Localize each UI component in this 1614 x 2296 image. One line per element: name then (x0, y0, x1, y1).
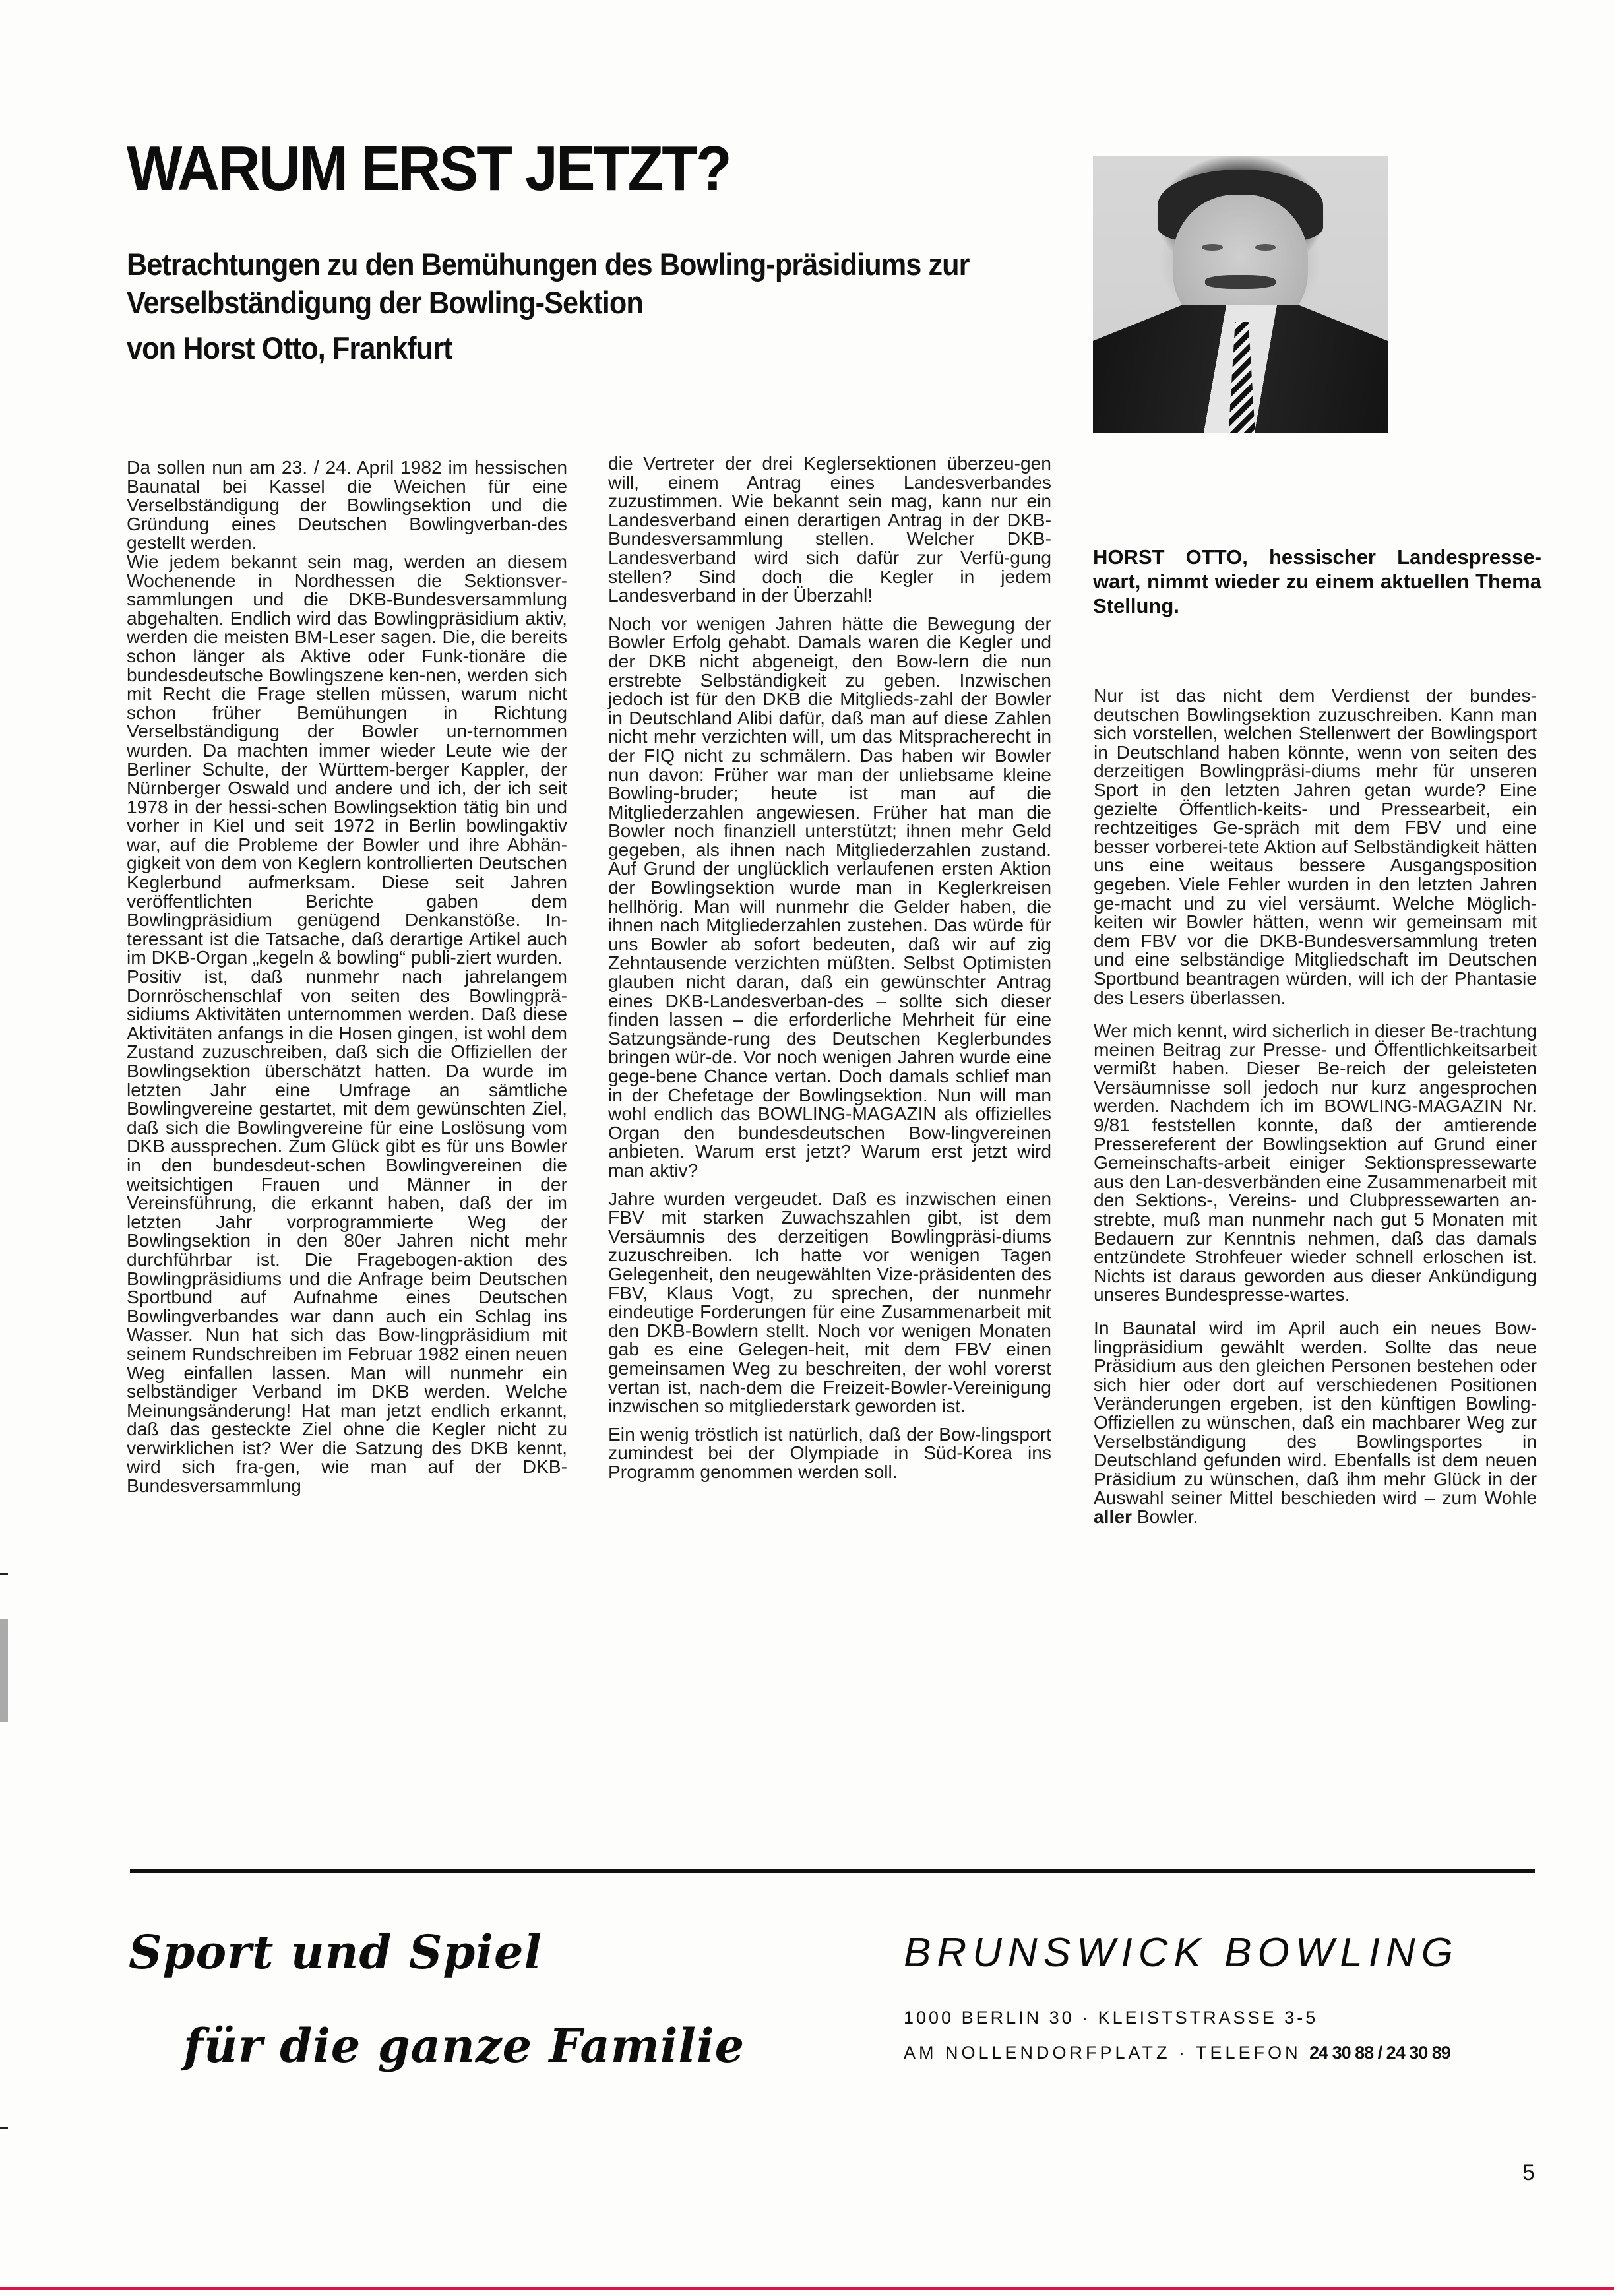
scan-edge-mark (0, 1573, 8, 1575)
ad-address-prefix: AM NOLLENDORFPLATZ · TELEFON (904, 2043, 1310, 2063)
paragraph: Wie jedem bekannt sein mag, werden an diesem Wochenende in Nordhessen die Sektionsver-sammlungen und die DKB-Bundesversammlung abgehalten. Endlich wird das Bowlingpräsidium aktiv, werden die meisten BM-Leser sagen. Die, die bereits schon länger als Aktive oder Funk-tionäre die bundesdeutsche Bowlingszene ken-nen, werden sich mit Recht die Frage stellen müssen, warum nicht schon früher Bemühungen in Richtung Verselbständigung der Bowler un-ternommen wurden. Da machten immer wieder Leute wie der Berliner Schulte, der Württem-berger Kappler, der Nürnberger Oswald und andere und ich, der ich seit 1978 in der hessi-schen Bowlingsektion tätig bin und vorher in Kiel und seit 1972 in Berlin bowlingaktiv war, auf die Probleme der Bowler und ihre Abhän-gigkeit von dem von Keglern kontrollierten Deutschen Keglerbund aufmerksam. Diese seit Jahren veröffentlichten Berichte gaben dem Bowlingpräsidium genügend Denkanstöße. In-teressant ist die Tatsache, daß derartige Artikel auch im DKB-Organ „kegeln & bowling“ publi-ziert wurden. (127, 550, 567, 968)
paragraph-text: In Baunatal wird im April auch ein neues Bow-lingpräsidium gewählt werden. Sollte das neue Präsidium aus den gleichen Personen bestehen oder sich hier oder dort auf verschiedenen Positionen Veränderungen ergeben, ist den künftigen Bowling-Offiziellen zu wünschen, daß ein machbarer Weg zur Verselbständigung des Bowlingsportes in Deutschland gefunden wird. Ebenfalls ist dem neuen Präsidium zu wünschen, daß ihm mehr Glück in der Auswahl seiner Mittel beschieden wird – zum Wohle (1094, 1317, 1537, 1508)
paragraph: Jahre wurden vergeudet. Daß es inzwischen einen FBV mit starken Zuwachszahlen gibt, ist dem Versäumnis des derzeitigen Bowlingpräsi-diums zuzuschreiben. Ich hatte vor wenigen Tagen Gelegenheit, den neugewählten Vize-präsidenten des FBV, Klaus Vogt, zu sprechen, der nunmehr eindeutige Forderungen für eine Zusammenarbeit mit den DKB-Bowlern stellt. Noch vor wenigen Monaten gab es eine Gelegen-heit, mit dem FBV einen gemeinsamen Weg zu beschreiten, der wohl vorerst vertan ist, nach-dem die Freizeit-Bowler-Vereinigung inzwischen so mitgliederstark geworden ist. (608, 1187, 1051, 1417)
paragraph-tail: Bowler. (1132, 1505, 1198, 1527)
article-headline: WARUM ERST JETZT? (127, 133, 730, 204)
ad-brand-name: BRUNSWICK BOWLING (904, 1930, 1459, 1975)
emphasis-text: aller (1094, 1505, 1132, 1527)
page-bottom-edge (0, 2287, 1614, 2290)
page-number: 5 (1522, 2160, 1535, 2185)
paragraph-closing (1094, 1319, 1537, 1526)
paragraph: Nur ist das nicht dem Verdienst der bundes-deutschen Bowlingsektion zuzuschreiben. Kann man sich vorstellen, welchen Stellenwert der Bowlingsport in Deutschland haben könnte, wenn von seiten des derzeitigen Bowlingpräsi-diums mehr für unseren Sport in den letzten Jahren getan wurde? Eine gezielte Öffentlich-keits- und Pressearbeit, ein rechtzeitiges Ge-spräch mit dem FBV und eine besser vorberei-tete Aktion auf Selbständigkeit hätten uns eine weitaus bessere Ausgangsposition gegeben. Viele Fehler wurden in den letzten Jahren ge-macht und zu viel versäumt. Welche Möglich-keiten wir Bowler hätten, wenn wir gemeinsam mit dem FBV vor die DKB-Bundesversammlung treten und eine selbständige Mitgliedschaft im Deutschen Sportbund beantragen würden, will ich der Phantasie des Lesers überlassen. (1094, 685, 1537, 1008)
paragraph: Wer mich kennt, wird sicherlich in dieser Be-trachtung meinen Beitrag zur Presse- und Öffentlichkeitsarbeit vermißt haben. Dieser Be-reich der geleisteten Versäumnisse soll jedoch nur kurz angesprochen werden. Nachdem ich im BOWLING-MAGAZIN Nr. 9/81 feststellen konnte, daß der amtierende Pressereferent der Bowlingsektion auf Grund einer Gemeinschafts-arbeit einiger Sektionspressewarte aus den Lan-desverbänden eine Zusammenarbeit mit den Sektions-, Vereins- und Clubpressewarten an-strebte, muß man nunmehr nach gut 5 Monaten mit Bedauern zur Kenntnis nehmen, daß das damals entzündete Strohfeuer wieder schnell erloschen ist. Nichts ist daraus geworden aus dieser Ankündigung unseres Bundespresse-wartes. (1094, 1020, 1537, 1305)
article-byline: von Horst Otto, Frankfurt (127, 330, 452, 365)
photo-caption: HORST OTTO, hessischer Landespresse-wart, nimmt wieder zu einem aktuellen Thema Stellung. (1093, 545, 1541, 617)
ad-slogan-line-2: für die ganze Familie (183, 2018, 745, 2073)
portrait-mustache (1205, 275, 1276, 289)
paragraph: Noch vor wenigen Jahren hätte die Bewegung der Bowler Erfolg gehabt. Damals waren die Kegler und der DKB nicht abgeneigt, den Bow-lern die nun erstrebte Selbständigkeit zu geben. Inzwischen jedoch ist für den DKB die Mitglieds-zahl der Bowler in Deutschland Alibi dafür, daß man auf diese Zahlen nicht mehr verzichten will, um das Mitspracherecht in der FIQ nicht zu schmälern. Das haben wir Bowler nun davon: Früher war man der unliebsame kleine Bowling-bruder; heute ist man auf die Mitgliederzahlen angewiesen. Früher hat man die Bowler noch finanziell unterstützt; ihnen mehr Geld gegeben, als ihnen nach Mitgliederzahlen zustand. Auf Grund der unglücklich verlaufenen ersten Aktion der Bowlingsektion wurde man in Keglerkreisen hellhörig. Man will nunmehr die Gelder haben, die ihnen nach Mitgliederzahlen zustehen. Das würde für uns Bowler ab sofort bedeuten, daß wir auf zig Zehntausende verzichten müßten. Selbst Optimisten glauben nicht daran, daß ein gewünschter Antrag eines DKB-Landesverban-des – sollte sich dieser finden lassen – die erforderliche Mehrheit für eine Satzungsände-rung des Deutschen Keglerbundes bringen wür-de. Vor noch wenigen Jahren wurde eine gege-bene Chance vertan. Doch damals schlief man in der Chefetage der Bowlingsektion. Nun will man wohl endlich das BOWLING-MAGAZIN als offizielles Organ den bundesdeutschen Bow-lingvereinen anbieten. Warum erst jetzt? Warum erst jetzt wird man aktiv? (608, 612, 1051, 1181)
scan-edge-mark (0, 2127, 8, 2129)
article-subtitle: Betrachtungen zu den Bemühungen des Bowling-präsidiums zur Verselbständigung der Bowling-Sektion (127, 247, 970, 320)
ad-slogan-line-1: Sport und Spiel (129, 1925, 543, 1979)
ad-phone-number: 24 30 88 / 24 30 89 (1309, 2043, 1450, 2063)
portrait-eye (1255, 244, 1276, 250)
ad-address-line-1: 1000 BERLIN 30 · KLEISTSTRASSE 3-5 (904, 2008, 1319, 2028)
article-column-1 (127, 458, 567, 1495)
scan-edge-shadow (0, 1619, 8, 1722)
ad-divider-rule (130, 1869, 1535, 1873)
article-column-2 (608, 454, 1051, 1481)
article-column-3 (1094, 686, 1537, 1526)
paragraph: Ein wenig tröstlich ist natürlich, daß der Bow-lingsport zumindest bei der Olympiade in Süd-Korea ins Programm genommen werden soll. (608, 1423, 1051, 1482)
paragraph: Positiv ist, daß nunmehr nach jahrelangem Dornröschenschlaf von seiten des Bowlingprä-sidiums Aktivitäten unternommen werden. Daß diese Aktivitäten anfangs in die Hosen gingen, ist wohl dem Zustand zuzuschreiben, daß sich die Offiziellen der Bowlingsektion überschätzt hatten. Da wurde im letzten Jahr eine Umfrage an sämtliche Bowlingvereine gestartet, mit dem gewünschten Ziel, daß sich die Bowlingvereine für eine Loslösung vom DKB aussprechen. Zum Glück gibt es für uns Bowler in den bundesdeut-schen Bowlingvereinen die weitsichtigen Frauen und Männer in der Vereinsführung, die erkannt haben, daß der im letzten Jahr vorprogrammierte Weg der Bowlingsektion in den 80er Jahren nicht mehr durchführbar ist. Die Fragebogen-aktion des Bowlingpräsidiums und die Anfrage beim Deutschen Sportbund auf Aufnahme eines Deutschen Bowlingverbandes war dann auch ein Schlag ins Wasser. Nun hat sich das Bow-lingpräsidium mit seinem Rundschreiben im Februar 1982 einen neuen Weg einfallen lassen. Man will nunmehr ein selbständiger Verband im DKB werden. Welche Meinungsänderung! Hat man jetzt endlich erkannt, daß das gesteckte Ziel ohne die Kegler nicht zu verwirklichen ist? Wer die Satzung des DKB kennt, wird sich fra-gen, wie man auf der DKB-Bundesversammlung (127, 966, 567, 1497)
author-portrait-photo (1093, 156, 1388, 433)
paragraph: Da sollen nun am 23. / 24. April 1982 im hessischen Baunatal bei Kassel die Weichen für eine Verselbständigung der Bowlingsektion und die Gründung eines Deutschen Bowlingverban-des gestellt werden. (127, 456, 567, 553)
portrait-eye (1202, 244, 1222, 250)
paragraph: die Vertreter der drei Keglersektionen überzeu-gen will, einem Antrag eines Landesverbandes zuzustimmen. Wie bekannt sein mag, kann nur ein Landesverband einen derartigen Antrag in der DKB-Bundesversammlung stellen. Welcher DKB-Landesverband wird sich dafür zur Verfü-gung stellen? Sind doch die Kegler in jedem Landesverband in der Überzahl! (608, 452, 1051, 606)
ad-address-line-2 (904, 2043, 1450, 2063)
